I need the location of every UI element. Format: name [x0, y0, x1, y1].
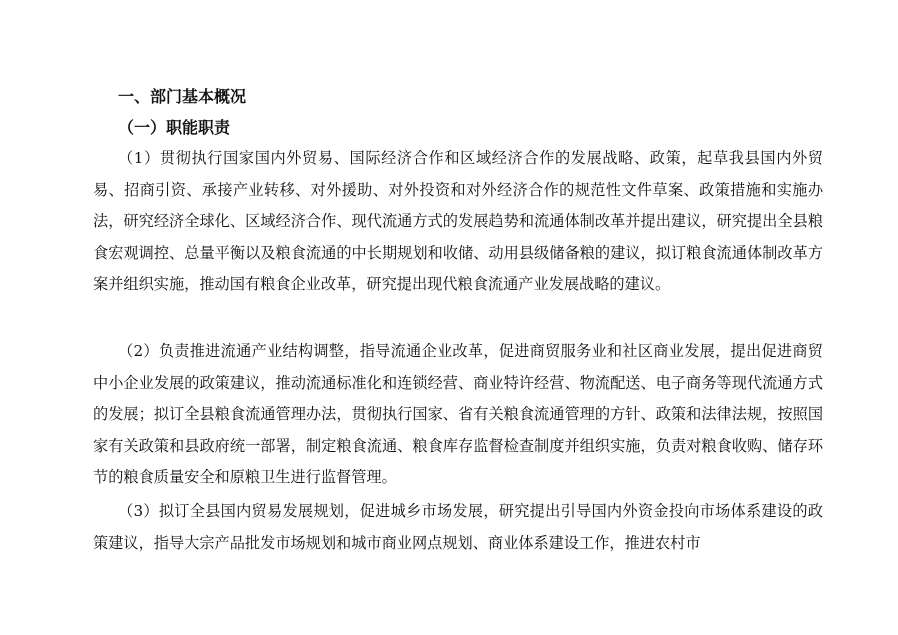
paragraph-3: （3）拟订全县国内贸易发展规划，促进城乡市场发展，研究提出引导国内外资金投向市场体系建设的政策建议，指导大宗产品批发市场规划和城市商业网点规划、商业体系建设工作，推进农村市 [93, 502, 823, 552]
paragraph-2: （2）负责推进流通产业结构调整，指导流通企业改革，促进商贸服务业和社区商业发展，提出促进商贸中小企业发展的政策建议，推动流通标准化和连锁经营、商业特许经营、物流配送、电子商务等现代流通方式的发展；拟订全县粮食流通管理办法，贯彻执行国家、省有关粮食流通管理的方针、政策和法律法规，按照国家有关政策和县政府统一部署，制定粮食流通、粮食库存监督检查制度并组织实施，负责对粮食收购、储存环节的粮食质量安全和原粮卫生进行监督管理。 [93, 342, 823, 486]
section-subheading: （一）职能职责 [118, 118, 231, 137]
section-heading: 一、部门基本概况 [118, 87, 247, 106]
paragraph-1: （1）贯彻执行国家国内外贸易、国际经济合作和区域经济合作的发展战略、政策，起草我县国内外贸易、招商引资、承接产业转移、对外援助、对外投资和对外经济合作的规范性文件草案、政策措施和实施办法，研究经济全球化、区域经济合作、现代流通方式的发展趋势和流通体制改革并提出建议，研究提出全县粮食宏观调控、总量平衡以及粮食流通的中长期规划和收储、动用县级储备粮的建议，拟订粮食流通体制改革方案并组织实施，推动国有粮食企业改革，研究提出现代粮食流通产业发展战略的建议。 [93, 149, 823, 293]
